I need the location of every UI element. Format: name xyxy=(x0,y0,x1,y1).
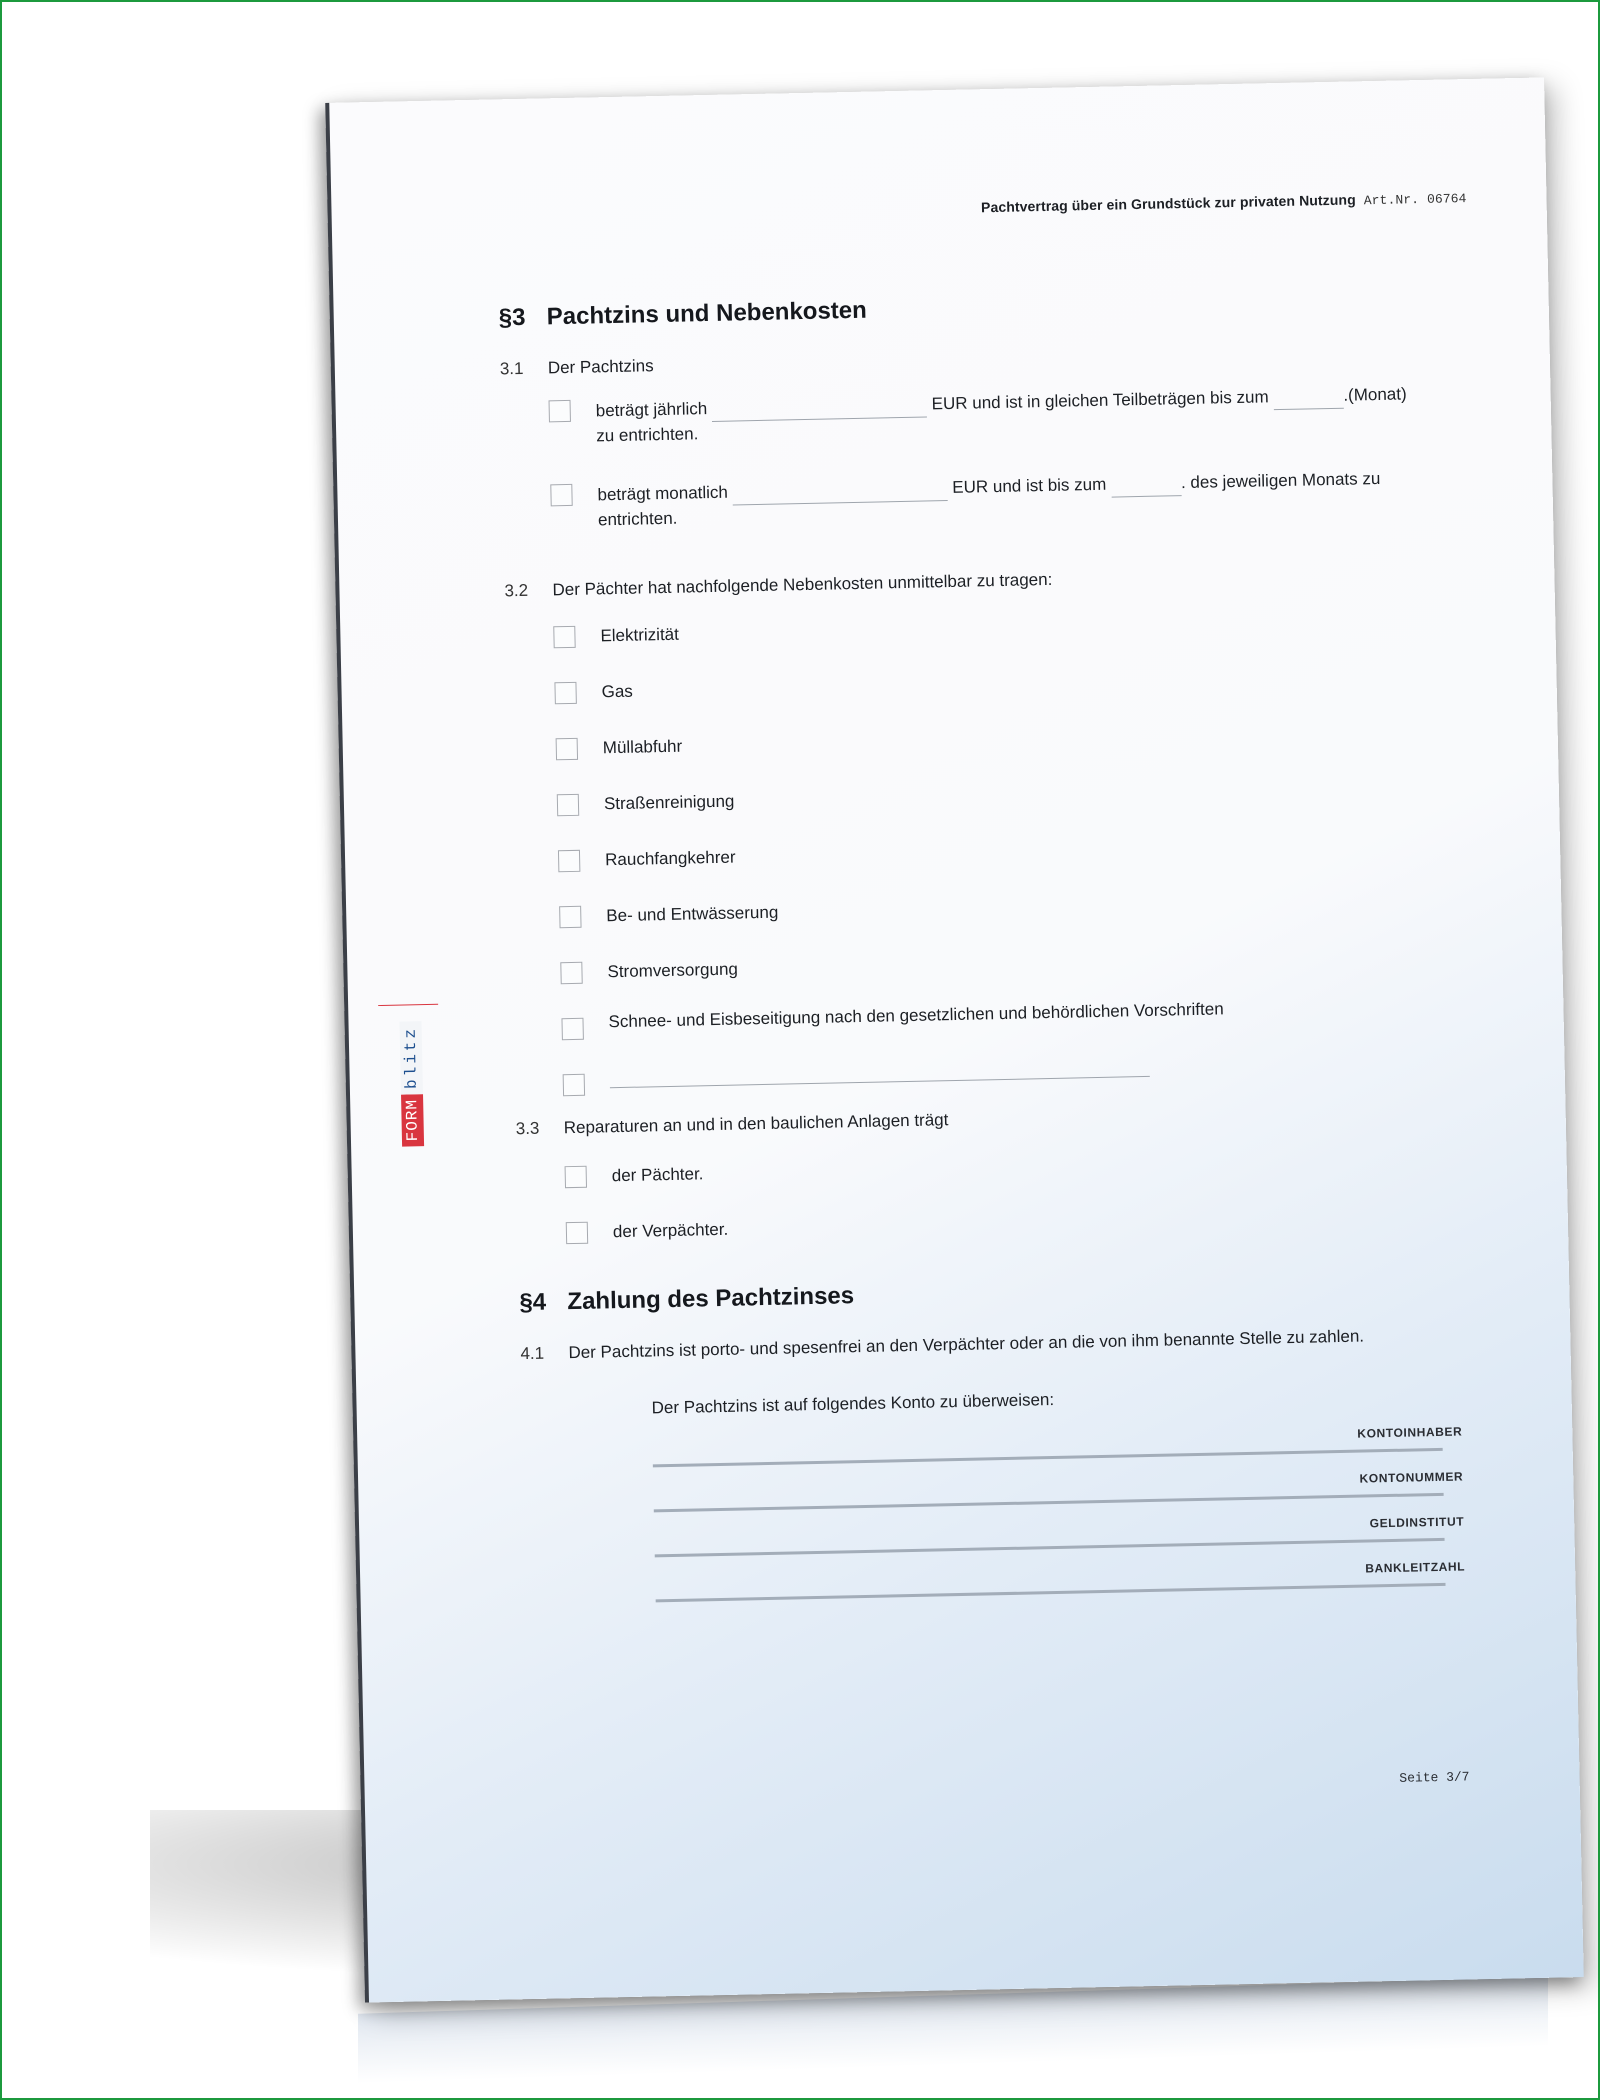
label-kontonummer: KONTONUMMER xyxy=(1359,1469,1464,1486)
section-3-number: §3 xyxy=(498,303,526,332)
label-geldinstitut: GELDINSTITUT xyxy=(1369,1514,1465,1531)
monthly-label: beträgt monatlich xyxy=(597,482,729,505)
monthly-end: entrichten. xyxy=(597,508,678,530)
logo-blitz: blitz xyxy=(399,1021,423,1094)
logo-form: FORM xyxy=(401,1094,424,1147)
monthly-text: EUR und ist bis zum xyxy=(952,474,1107,497)
cost-item-rauchfangkehrer: Rauchfangkehrer xyxy=(604,847,736,870)
checkbox-muellabfuhr[interactable] xyxy=(556,738,578,760)
clause-3-2-number: 3.2 xyxy=(504,580,529,601)
field-geldinstitut[interactable] xyxy=(655,1538,1445,1558)
section-4-heading xyxy=(519,1282,854,1317)
cost-item-stromversorgung: Stromversorgung xyxy=(607,959,739,982)
checkbox-rauchfangkehrer[interactable] xyxy=(558,850,580,872)
cost-item-be-entwaesserung: Be- und Entwässerung xyxy=(606,902,779,926)
konto-intro: Der Pachtzins ist auf folgendes Konto zu überweisen: xyxy=(651,1389,1055,1418)
checkbox-strassenreinigung[interactable] xyxy=(557,794,579,816)
yearly-end: zu entrichten. xyxy=(596,424,699,446)
checkbox-be-entwaesserung[interactable] xyxy=(559,906,581,928)
document-header xyxy=(981,189,1467,216)
clause-3-2 xyxy=(504,570,1052,601)
header-title: Pachtvertrag über ein Grundstück zur privaten Nutzung xyxy=(980,191,1356,216)
section-3-title: Pachtzins und Nebenkosten xyxy=(546,296,868,331)
formblitz-logo xyxy=(398,996,425,1146)
repair-option-verpaechter: der Verpächter. xyxy=(612,1219,729,1242)
field-kontonummer[interactable] xyxy=(654,1493,1444,1513)
yearly-amount-field[interactable] xyxy=(712,392,927,421)
checkbox-monthly-rent[interactable] xyxy=(550,484,572,506)
clause-3-2-label: Der Pächter hat nachfolgende Nebenkosten unmittelbar zu tragen: xyxy=(552,569,1053,600)
checkbox-other-cost[interactable] xyxy=(563,1074,585,1096)
other-cost-field[interactable] xyxy=(610,1076,1150,1088)
checkbox-yearly-rent[interactable] xyxy=(549,400,571,422)
monthly-day-field[interactable] xyxy=(1111,471,1182,497)
field-kontoinhaber[interactable] xyxy=(653,1448,1443,1468)
clause-4-1-label: Der Pachtzins ist porto- und spesenfrei an den Verpächter oder an die von ihm benannte Stelle zu zahlen. xyxy=(568,1326,1365,1363)
section-4-number: §4 xyxy=(519,1288,547,1317)
label-bankleitzahl: BANKLEITZAHL xyxy=(1365,1559,1466,1576)
repair-option-paechter: der Pächter. xyxy=(611,1164,704,1186)
label-kontoinhaber: KONTOINHABER xyxy=(1357,1424,1463,1441)
clause-3-3-number: 3.3 xyxy=(515,1118,540,1139)
checkbox-elektrizitaet[interactable] xyxy=(553,626,575,648)
cost-item-gas: Gas xyxy=(601,681,634,702)
clause-3-1-label: Der Pachtzins xyxy=(547,356,654,378)
document-page xyxy=(325,77,1584,2002)
checkbox-gas[interactable] xyxy=(554,682,576,704)
option-monthly-rent xyxy=(597,466,1413,532)
yearly-month-suffix: .(Monat) xyxy=(1343,384,1407,405)
monthly-suffix: . des jeweiligen Monats zu xyxy=(1180,468,1381,493)
clause-3-3-label: Reparaturen an und in den baulichen Anlagen trägt xyxy=(563,1110,949,1138)
section-4-title: Zahlung des Pachtzinses xyxy=(567,1282,855,1316)
monthly-amount-field[interactable] xyxy=(732,476,947,505)
cost-item-strassenreinigung: Straßenreinigung xyxy=(603,791,735,814)
cost-item-elektrizitaet: Elektrizität xyxy=(600,624,680,646)
clause-3-1 xyxy=(500,356,654,379)
checkbox-paechter[interactable] xyxy=(565,1166,587,1188)
clause-4-1 xyxy=(520,1326,1364,1364)
checkbox-schnee-eis[interactable] xyxy=(561,1018,583,1040)
option-yearly-rent xyxy=(596,382,1412,448)
cost-item-schnee-eis: Schnee- und Eisbeseitigung nach den gesetzlichen und behördlichen Vorschriften xyxy=(608,999,1224,1032)
page-number: Seite 3/7 xyxy=(1399,1769,1470,1786)
yearly-text: EUR und ist in gleichen Teilbeträgen bis zum xyxy=(931,387,1269,414)
field-bankleitzahl[interactable] xyxy=(656,1583,1446,1603)
article-number: Art.Nr. 06764 xyxy=(1363,191,1467,209)
clause-3-1-number: 3.1 xyxy=(499,358,524,379)
checkbox-stromversorgung[interactable] xyxy=(560,962,582,984)
checkbox-verpaechter[interactable] xyxy=(566,1222,588,1244)
yearly-label: beträgt jährlich xyxy=(595,399,708,421)
cost-item-muellabfuhr: Müllabfuhr xyxy=(602,736,683,758)
clause-4-1-number: 4.1 xyxy=(520,1343,545,1364)
yearly-month-field[interactable] xyxy=(1273,384,1344,410)
clause-3-3 xyxy=(516,1110,949,1139)
section-3-heading xyxy=(498,297,867,333)
